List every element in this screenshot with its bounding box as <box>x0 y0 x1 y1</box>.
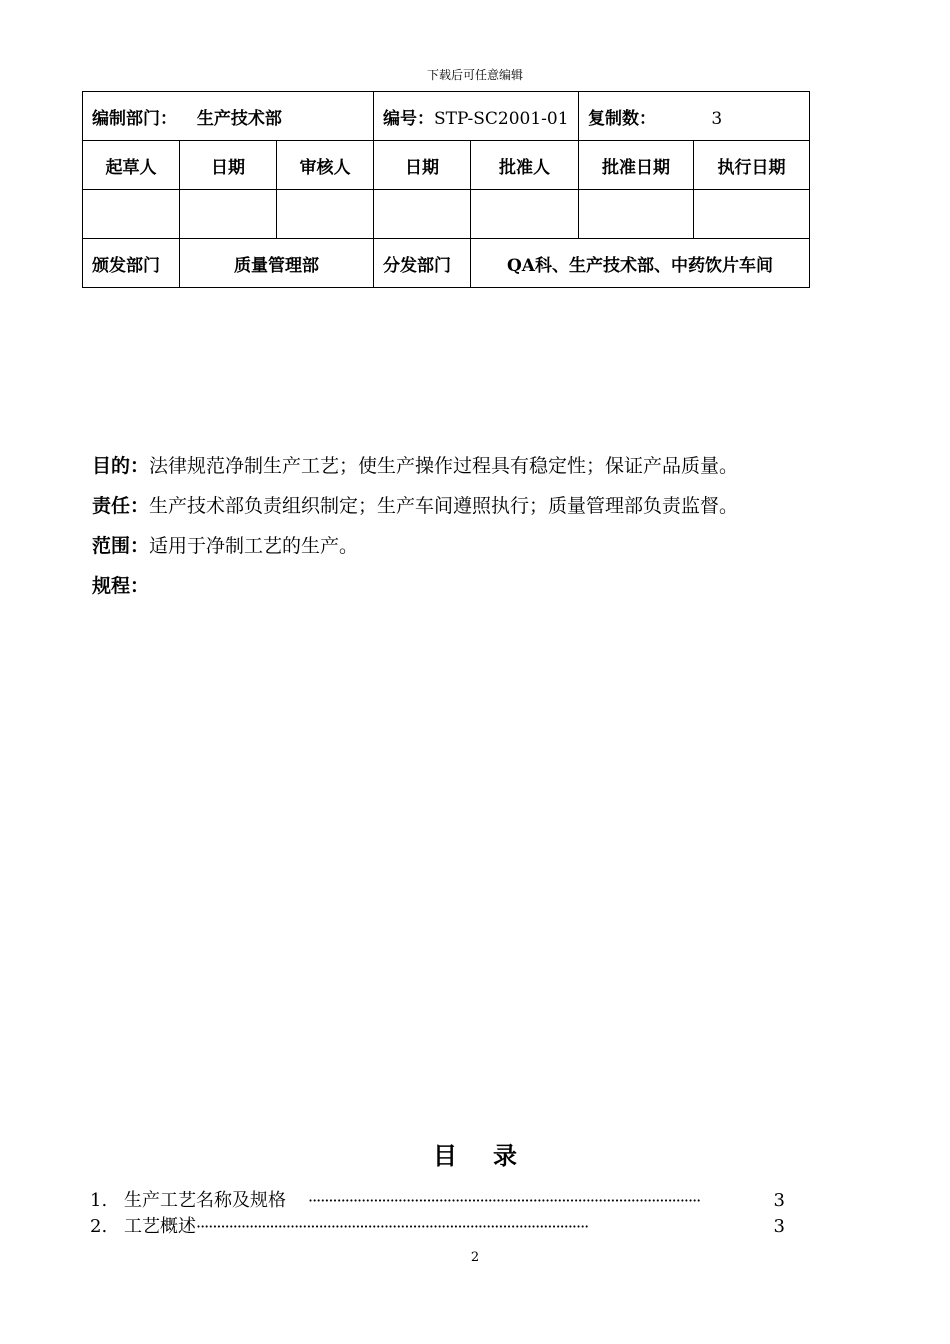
toc-leader-dots: ································································································ <box>196 1217 589 1236</box>
empty-cell <box>579 190 694 239</box>
procedure-line <box>92 566 892 606</box>
header-date: 日期 <box>374 141 471 190</box>
dept-cell <box>83 92 374 141</box>
code-cell <box>374 92 579 141</box>
table-of-contents <box>90 1188 785 1240</box>
header-drafter: 起草人 <box>83 141 180 190</box>
copies-cell <box>579 92 810 141</box>
purpose-line <box>92 446 892 486</box>
responsibility-line <box>92 486 892 526</box>
empty-cell <box>83 190 180 239</box>
toc-item-page: 3 <box>773 1190 785 1211</box>
empty-cell <box>694 190 810 239</box>
empty-cell <box>471 190 579 239</box>
header-note: 下载后可任意编辑 <box>426 68 523 82</box>
table-row <box>83 141 810 190</box>
toc-item[interactable] <box>90 1188 785 1214</box>
code-label: 编号： <box>383 108 434 129</box>
header-effective-date: 执行日期 <box>694 141 810 190</box>
header-approval-date: 批准日期 <box>579 141 694 190</box>
toc-item-page: 3 <box>773 1216 785 1237</box>
empty-cell <box>374 190 471 239</box>
header-approver: 批准人 <box>471 141 579 190</box>
toc-item-number: 2. <box>90 1216 108 1237</box>
toc-item-text: 工艺概述 <box>124 1216 196 1237</box>
page-number: 2 <box>470 1250 480 1265</box>
copies-label: 复制数： <box>588 108 656 129</box>
table-row <box>83 92 810 141</box>
procedure-label: 规程： <box>92 575 150 597</box>
empty-cell <box>180 190 277 239</box>
table-row <box>83 190 810 239</box>
dist-dept-value: QA科、生产技术部、中药饮片车间 <box>471 239 810 288</box>
dept-label: 编制部门： <box>92 108 177 129</box>
document-control-table <box>82 91 810 288</box>
toc-item-number: 1. <box>90 1190 108 1211</box>
copies-value: 3 <box>711 108 723 129</box>
empty-cell <box>277 190 374 239</box>
responsibility-text: 生产技术部负责组织制定；生产车间遵照执行；质量管理部负责监督。 <box>149 495 739 517</box>
purpose-section <box>92 446 892 606</box>
code-value: STP-SC2001-01 <box>434 108 569 129</box>
table-row <box>83 239 810 288</box>
dept-value: 生产技术部 <box>196 108 282 129</box>
scope-line <box>92 526 892 566</box>
toc-title: 目录 <box>433 1141 553 1170</box>
issue-dept-label: 颁发部门 <box>83 239 180 288</box>
scope-text: 适用于净制工艺的生产。 <box>149 535 359 557</box>
dist-dept-label: 分发部门 <box>374 239 471 288</box>
toc-leader-dots: ································································································ <box>308 1191 701 1210</box>
scope-label: 范围： <box>92 535 150 557</box>
responsibility-label: 责任： <box>92 495 150 517</box>
header-date: 日期 <box>180 141 277 190</box>
purpose-text: 法律规范净制生产工艺；使生产操作过程具有稳定性；保证产品质量。 <box>149 455 739 477</box>
issue-dept-value: 质量管理部 <box>180 239 374 288</box>
toc-item[interactable] <box>90 1214 785 1240</box>
purpose-label: 目的： <box>92 455 150 477</box>
header-reviewer: 审核人 <box>277 141 374 190</box>
toc-item-text: 生产工艺名称及规格 <box>124 1190 286 1211</box>
